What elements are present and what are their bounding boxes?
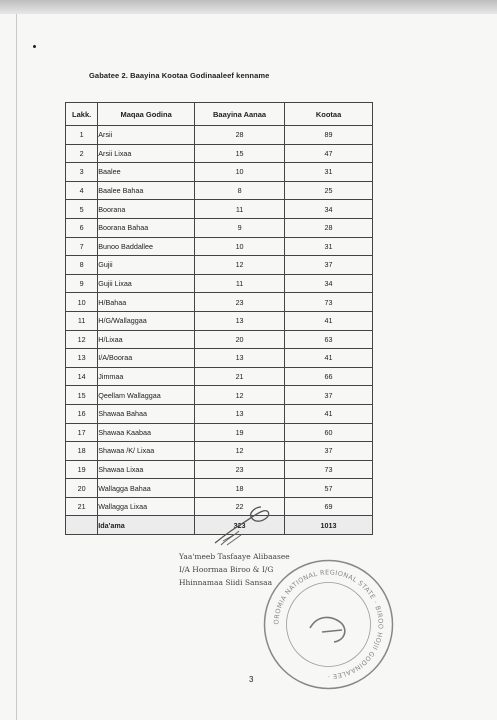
header-lakk: Lakk. — [66, 103, 98, 126]
svg-text:OROMIA NATIONAL REGIONAL STATE — [272, 568, 384, 680]
row-number: 13 — [66, 349, 98, 368]
row-zone-name: Shawaa Lixaa — [98, 460, 195, 479]
row-number: 14 — [66, 367, 98, 386]
row-aanaa-count: 13 — [195, 349, 285, 368]
row-number: 9 — [66, 274, 98, 293]
row-zone-name: Shawaa Kaabaa — [98, 423, 195, 442]
row-zone-name: Qeellam Wallaggaa — [98, 386, 195, 405]
row-aanaa-count: 23 — [195, 460, 285, 479]
row-zone-name: Shawaa /K/ Lixaa — [98, 442, 195, 461]
row-kootaa-count: 37 — [285, 386, 373, 405]
row-kootaa-count: 37 — [285, 256, 373, 275]
row-zone-name: H/G/Wallaggaa — [98, 311, 195, 330]
row-number: 10 — [66, 293, 98, 312]
table-row — [66, 330, 373, 349]
stamp-text: OROMIA NATIONAL REGIONAL STATE · BIROO HOJII GODINAALEE · — [272, 568, 385, 681]
table-row — [66, 479, 373, 498]
row-aanaa-count: 19 — [195, 423, 285, 442]
row-aanaa-count: 23 — [195, 293, 285, 312]
row-zone-name: Gujii Lixaa — [98, 274, 195, 293]
signatory-name: Yaa'meeb Tasfaaye Alibaasee — [179, 552, 290, 561]
row-kootaa-count: 47 — [285, 144, 373, 163]
row-kootaa-count: 41 — [285, 349, 373, 368]
page-number: 3 — [249, 675, 254, 684]
table-row — [66, 460, 373, 479]
row-number: 6 — [66, 218, 98, 237]
row-zone-name: Jimmaa — [98, 367, 195, 386]
row-kootaa-count: 66 — [285, 367, 373, 386]
table-row — [66, 181, 373, 200]
row-kootaa-count: 63 — [285, 330, 373, 349]
scan-left-edge — [16, 14, 17, 720]
row-kootaa-count: 41 — [285, 311, 373, 330]
row-kootaa-count: 25 — [285, 181, 373, 200]
bullet-mark — [33, 45, 36, 48]
scan-top-edge — [0, 0, 497, 14]
header-kootaa: Kootaa — [285, 103, 373, 126]
row-kootaa-count: 69 — [285, 497, 373, 516]
row-zone-name: Shawaa Bahaa — [98, 404, 195, 423]
table-row — [66, 163, 373, 182]
row-kootaa-count: 73 — [285, 293, 373, 312]
row-aanaa-count: 13 — [195, 311, 285, 330]
row-number: 3 — [66, 163, 98, 182]
signature-image — [213, 505, 273, 547]
row-aanaa-count: 11 — [195, 274, 285, 293]
row-aanaa-count: 9 — [195, 218, 285, 237]
table-caption: Gabatee 2. Baayina Kootaa Godinaaleef kenname — [89, 71, 270, 80]
row-aanaa-count: 12 — [195, 386, 285, 405]
row-number: 15 — [66, 386, 98, 405]
row-aanaa-count: 12 — [195, 256, 285, 275]
signatory-office: Hhinnamaa Siidi Sansaa — [179, 578, 273, 587]
row-number: 5 — [66, 200, 98, 219]
row-kootaa-count: 89 — [285, 126, 373, 145]
table-row — [66, 349, 373, 368]
row-aanaa-count: 8 — [195, 181, 285, 200]
table-row — [66, 218, 373, 237]
table-row — [66, 423, 373, 442]
row-kootaa-count: 28 — [285, 218, 373, 237]
row-number: 8 — [66, 256, 98, 275]
row-kootaa-count: 37 — [285, 442, 373, 461]
row-aanaa-count: 28 — [195, 126, 285, 145]
row-zone-name: Boorana — [98, 200, 195, 219]
row-aanaa-count: 13 — [195, 404, 285, 423]
row-zone-name: Wallagga Bahaa — [98, 479, 195, 498]
row-aanaa-count: 22 — [195, 497, 285, 516]
table-header-row — [66, 103, 373, 126]
row-zone-name: Arsii Lixaa — [98, 144, 195, 163]
row-zone-name: H/Bahaa — [98, 293, 195, 312]
row-aanaa-count: 20 — [195, 330, 285, 349]
row-number: 16 — [66, 404, 98, 423]
row-aanaa-count: 10 — [195, 163, 285, 182]
row-number: 21 — [66, 497, 98, 516]
row-kootaa-count: 31 — [285, 163, 373, 182]
table-row — [66, 200, 373, 219]
row-aanaa-count: 18 — [195, 479, 285, 498]
row-aanaa-count: 10 — [195, 237, 285, 256]
row-number: 12 — [66, 330, 98, 349]
row-zone-name: Baalee — [98, 163, 195, 182]
table-row — [66, 126, 373, 145]
row-zone-name: Arsii — [98, 126, 195, 145]
table-row — [66, 311, 373, 330]
row-number: 1 — [66, 126, 98, 145]
row-number: 2 — [66, 144, 98, 163]
table-row — [66, 293, 373, 312]
total-aanaa: 323 — [195, 516, 285, 535]
row-zone-name: Gujii — [98, 256, 195, 275]
row-kootaa-count: 57 — [285, 479, 373, 498]
row-aanaa-count: 21 — [195, 367, 285, 386]
row-aanaa-count: 12 — [195, 442, 285, 461]
row-kootaa-count: 34 — [285, 200, 373, 219]
table-row — [66, 386, 373, 405]
row-zone-name: H/Lixaa — [98, 330, 195, 349]
row-number: 11 — [66, 311, 98, 330]
row-zone-name: Bunoo Baddallee — [98, 237, 195, 256]
row-zone-name: Wallagga Lixaa — [98, 497, 195, 516]
row-zone-name: Boorana Bahaa — [98, 218, 195, 237]
header-aanaa: Baayina Aanaa — [195, 103, 285, 126]
total-blank-cell — [66, 516, 98, 535]
total-kootaa: 1013 — [285, 516, 373, 535]
row-aanaa-count: 15 — [195, 144, 285, 163]
table-row — [66, 237, 373, 256]
table-row — [66, 404, 373, 423]
row-number: 18 — [66, 442, 98, 461]
table-row — [66, 274, 373, 293]
signatory-title: I/A Hoormaa Biroo & I/G — [179, 565, 274, 574]
quota-table — [65, 102, 373, 535]
table-row — [66, 256, 373, 275]
table-row — [66, 367, 373, 386]
row-zone-name: Baalee Bahaa — [98, 181, 195, 200]
row-number: 20 — [66, 479, 98, 498]
row-kootaa-count: 34 — [285, 274, 373, 293]
row-number: 19 — [66, 460, 98, 479]
row-kootaa-count: 41 — [285, 404, 373, 423]
row-kootaa-count: 73 — [285, 460, 373, 479]
official-stamp-seal — [262, 558, 395, 691]
row-kootaa-count: 60 — [285, 423, 373, 442]
total-label: Ida'ama — [98, 516, 195, 535]
row-zone-name: I/A/Booraa — [98, 349, 195, 368]
row-aanaa-count: 11 — [195, 200, 285, 219]
table-row — [66, 442, 373, 461]
row-number: 17 — [66, 423, 98, 442]
table-row — [66, 144, 373, 163]
row-kootaa-count: 31 — [285, 237, 373, 256]
row-number: 4 — [66, 181, 98, 200]
header-zone: Maqaa Godina — [98, 103, 195, 126]
row-number: 7 — [66, 237, 98, 256]
